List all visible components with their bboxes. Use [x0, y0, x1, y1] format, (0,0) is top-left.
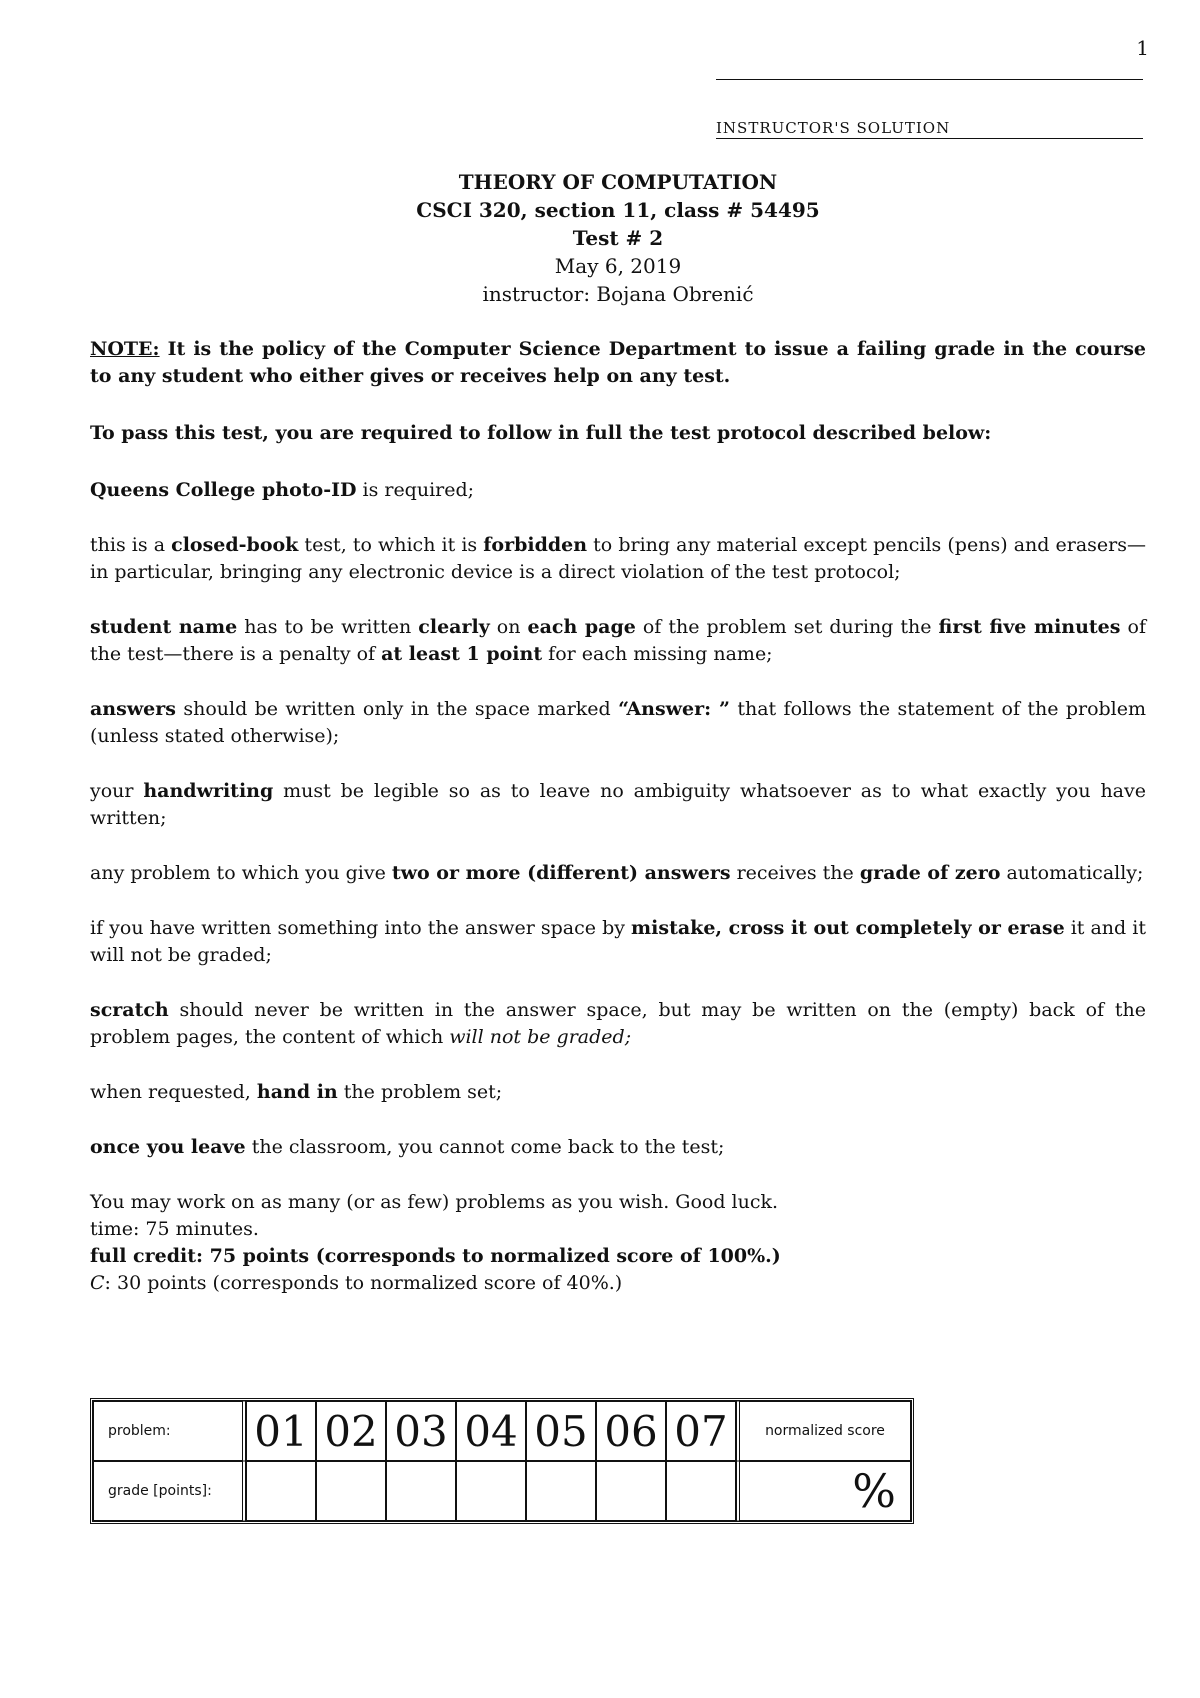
instructor-solution-label: INSTRUCTOR'S SOLUTION — [716, 119, 1143, 139]
problem-label: problem: — [93, 1401, 246, 1461]
rule-closed-book: this is a closed-book test, to which it is forbidden to bring any material except pencils (pens) and erasers—in particular, bringing any electronic device is a direct violation of the test protocol; — [90, 534, 1146, 583]
grade-cell-03[interactable] — [386, 1461, 456, 1521]
rule-answers: answers should be written only in the space marked “Answer: ” that follows the statement of the problem (unless stated otherwise); — [90, 698, 1147, 747]
normalized-score-percent[interactable]: % — [736, 1461, 911, 1521]
policy-note — [90, 336, 1146, 390]
problem-07: 07 — [666, 1401, 736, 1461]
c-grade: C: 30 points (corresponds to normalized score of 40%.) — [90, 1272, 623, 1294]
grade-cell-04[interactable] — [456, 1461, 526, 1521]
problem-04: 04 — [456, 1401, 526, 1461]
grade-cell-02[interactable] — [316, 1461, 386, 1521]
rule-student-name: student name has to be written clearly on each page of the problem set during the first five minutes of the test—there is a penalty of at least 1 point for each missing name; — [90, 616, 1146, 665]
grade-cell-07[interactable] — [666, 1461, 736, 1521]
note-text: It is the policy of the Computer Science Department to issue a failing grade in the course to any student who either gives or receives help on any test. — [90, 338, 1146, 387]
rule-multiple-answers: any problem to which you give two or more (different) answers receives the grade of zero automatically; — [90, 862, 1144, 884]
note-label: NOTE: — [90, 338, 160, 360]
problem-02: 02 — [316, 1401, 386, 1461]
good-luck: You may work on as many (or as few) problems as you wish. Good luck. — [90, 1191, 779, 1213]
rule-hand-in: when requested, hand in the problem set; — [90, 1081, 503, 1103]
course-title: THEORY OF COMPUTATION — [458, 170, 778, 194]
full-credit: full credit: 75 points (corresponds to normalized score of 100%.) — [90, 1245, 781, 1267]
course-section: CSCI 320, section 11, class # 54495 — [416, 198, 820, 222]
grade-cell-01[interactable] — [246, 1461, 316, 1521]
time-limit: time: 75 minutes. — [90, 1218, 259, 1240]
protocol-intro: To pass this test, you are required to follow in full the test protocol described below: — [90, 422, 992, 444]
test-number: Test # 2 — [572, 226, 664, 250]
grade-label: grade [points]: — [93, 1461, 246, 1521]
problem-03: 03 — [386, 1401, 456, 1461]
rule-photo-id: Queens College photo-ID is required; — [90, 479, 475, 501]
page-number: 1 — [1136, 36, 1149, 60]
rule-leave: once you leave the classroom, you cannot come back to the test; — [90, 1136, 725, 1158]
problem-01: 01 — [246, 1401, 316, 1461]
rule-scratch: scratch should never be written in the answer space, but may be written on the (empty) back of the problem pages, the content of which will not be graded; — [90, 999, 1146, 1048]
rule-mistake: if you have written something into the answer space by mistake, cross it out completely or erase it and it will not be graded; — [90, 917, 1146, 966]
normalized-score-label: normalized score — [736, 1401, 911, 1461]
instructor-name: instructor: Bojana Obrenić — [482, 282, 754, 306]
grade-table — [90, 1398, 914, 1524]
rule-handwriting: your handwriting must be legible so as to leave no ambiguity whatsoever as to what exactly you have written; — [90, 780, 1146, 829]
body-text — [90, 336, 1146, 1297]
grade-cell-06[interactable] — [596, 1461, 666, 1521]
problem-05: 05 — [526, 1401, 596, 1461]
problem-06: 06 — [596, 1401, 666, 1461]
top-rule — [716, 79, 1143, 80]
grade-cell-05[interactable] — [526, 1461, 596, 1521]
heading — [0, 168, 1200, 308]
test-date: May 6, 2019 — [554, 254, 682, 278]
problem-row — [93, 1401, 911, 1461]
grade-row — [93, 1461, 911, 1521]
